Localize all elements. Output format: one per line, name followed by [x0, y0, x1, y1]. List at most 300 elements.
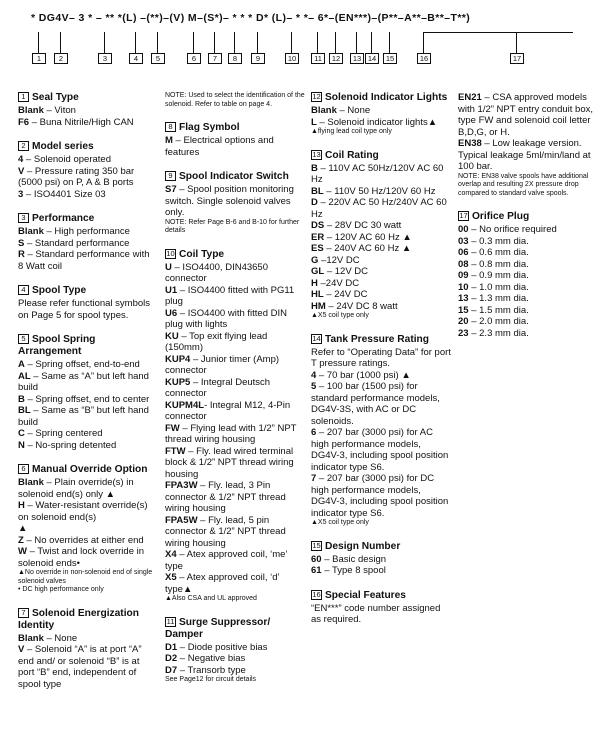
section-15	[311, 541, 451, 577]
option-code: G	[311, 254, 319, 266]
section-note-17	[458, 92, 597, 198]
option-code: L	[311, 116, 317, 128]
option-description: – Integral Deutsch connector	[165, 376, 271, 399]
option-description: – 100 bar (1500 psi) for standard performance models, DG4V-3S, with AC or DC solenoids.	[311, 381, 440, 427]
option-line	[311, 347, 451, 370]
option-code: FTW	[165, 445, 186, 457]
leader-line	[317, 32, 318, 53]
leader-line	[104, 32, 105, 53]
option-line	[165, 515, 305, 550]
code-position-box: 9	[251, 53, 265, 64]
option-description: ▲	[18, 523, 28, 534]
section-number-badge: 16	[312, 589, 321, 599]
option-code: N	[18, 439, 25, 451]
section-heading	[18, 285, 156, 297]
option-description: – Buna Nitrile/High CAN	[29, 116, 134, 128]
section-heading	[165, 617, 305, 641]
option-code: 23	[458, 327, 469, 339]
leader-line	[135, 32, 136, 53]
option-description: – 1.3 mm dia.	[468, 293, 529, 304]
option-code: 7	[311, 473, 317, 484]
option-description: – Spring offset, end-to-end	[24, 359, 140, 370]
option-line	[18, 371, 156, 394]
option-code: S7	[165, 184, 177, 195]
option-code: S	[18, 237, 25, 249]
option-line	[311, 117, 451, 129]
option-line	[311, 186, 451, 198]
option-code: KUPM4L	[165, 399, 205, 411]
code-position-box: 1	[32, 53, 46, 64]
option-line	[165, 446, 305, 481]
option-description: – ISO4400 fitted with PG11 plug	[165, 284, 295, 307]
option-code: GL	[311, 266, 325, 277]
section-title: Special Features	[325, 589, 406, 601]
option-code: HL	[311, 289, 324, 300]
option-line	[311, 266, 451, 278]
option-code: 03	[458, 235, 469, 247]
option-description: – No orifice required	[468, 224, 557, 235]
option-description: – Viton	[43, 105, 76, 116]
option-line	[311, 381, 451, 427]
section-number-badge: 11	[166, 616, 175, 626]
option-line	[458, 328, 597, 340]
option-code: X4	[165, 549, 177, 560]
option-line	[18, 105, 156, 117]
option-code: 08	[458, 258, 469, 270]
section-title: Seal Type	[32, 92, 79, 103]
option-line	[458, 270, 597, 282]
option-line	[311, 370, 451, 382]
option-description: – Same as “B” but left hand build	[18, 405, 149, 428]
section-title: Flag Symbol	[179, 122, 240, 133]
option-description: – Electrical options and features	[165, 135, 274, 158]
section-note: ▲X5 coil type only	[311, 312, 369, 319]
section-title: Solenoid Indicator Lights	[325, 92, 448, 103]
leader-line	[38, 32, 39, 53]
option-description: – Standard performance with 8 Watt coil	[18, 249, 150, 272]
option-code: D	[311, 197, 318, 208]
option-description: – 2.3 mm dia.	[468, 327, 529, 339]
option-description: – 240V AC 60 Hz ▲	[323, 243, 412, 254]
option-description: – 2.0 mm dia.	[468, 316, 529, 327]
option-description: – Fly. lead, 5 pin connector & 1/2” NPT thread wiring housing	[165, 514, 286, 549]
section-note: ▲Also CSA and UL approved	[165, 595, 257, 602]
option-description: – Spool position monitoring switch. Single solenoid valves only.	[165, 184, 294, 218]
section-number-badge: 2	[18, 141, 29, 151]
option-code: FW	[165, 422, 180, 434]
option-code: EN21	[458, 92, 482, 103]
column-2	[165, 92, 305, 698]
section-note: ▲flying lead coil type only	[311, 128, 392, 135]
section-number-badge: 12	[312, 92, 321, 101]
option-line	[18, 546, 156, 569]
option-line	[165, 285, 305, 308]
section-heading	[311, 334, 451, 346]
option-line	[458, 224, 597, 236]
leader-line	[193, 32, 194, 53]
option-description: – 24V DC 8 watt	[325, 300, 398, 312]
option-code: V	[18, 644, 25, 655]
section-number-badge: 5	[18, 334, 29, 344]
section-number-badge: 9	[165, 171, 176, 181]
option-code: Blank	[18, 105, 44, 116]
leader-line	[356, 32, 357, 53]
section-heading	[311, 590, 451, 602]
section-number-badge: 7	[18, 608, 29, 618]
option-code: Blank	[311, 105, 337, 116]
option-code: 06	[458, 247, 469, 258]
option-code: ES	[311, 243, 324, 254]
section-title: Model series	[32, 141, 94, 152]
leader-line	[423, 32, 424, 53]
column-1	[18, 92, 156, 703]
option-line	[311, 554, 451, 566]
section-5	[18, 334, 156, 451]
option-description: – 207 bar (3000 psi) for DC high performance models, DG4V-3, including spool position indicator type S6.	[311, 473, 449, 519]
option-line	[18, 523, 156, 535]
section-title: Surge Suppressor/ Damper	[165, 616, 271, 640]
option-description: –12V DC	[318, 254, 360, 266]
option-code: B	[311, 162, 318, 174]
leader-line	[157, 32, 158, 53]
section-title: Coil Type	[179, 248, 225, 260]
section-7	[18, 608, 156, 691]
option-code: B	[18, 393, 25, 405]
section-heading	[311, 150, 451, 162]
option-description: – Diode positive bias	[177, 641, 268, 653]
option-line	[311, 289, 451, 301]
option-line	[311, 255, 451, 267]
option-description: – 1.5 mm dia.	[468, 304, 529, 316]
section-heading	[18, 464, 156, 476]
option-code: Blank	[18, 632, 44, 644]
option-line	[165, 665, 305, 677]
section-note-7	[165, 92, 305, 109]
option-code: M	[165, 135, 173, 146]
option-description: – Top exit flying lead (150mm)	[165, 330, 268, 353]
option-line	[311, 163, 451, 186]
section-6	[18, 464, 156, 595]
leader-line	[291, 32, 292, 53]
option-line	[18, 428, 156, 440]
option-description: – Water-resistant override(s) on solenoid end(s)	[18, 500, 148, 523]
section-9	[165, 171, 305, 236]
option-description: – 207 bar (3000 psi) for AC high performance models, DG4V-3, including spool position indicator type S6.	[311, 427, 449, 473]
section-title: Solenoid Energization Identity	[18, 607, 139, 631]
option-code: BL	[18, 405, 31, 416]
option-description: Refer to “Operating Data” for port T pressure ratings.	[311, 346, 451, 369]
bracket-line	[423, 32, 573, 33]
option-description: – None	[336, 105, 371, 116]
leader-line	[234, 32, 235, 53]
option-description: – Negative bias	[177, 653, 246, 664]
section-note: NOTE: Refer Page B-6 and B-10 for further details	[165, 218, 300, 234]
option-line	[458, 236, 597, 248]
option-description: – Spring centered	[24, 428, 103, 439]
option-line	[165, 549, 305, 572]
option-description: – 120V AC 60 Hz ▲	[324, 231, 412, 243]
section-title: Spool Indicator Switch	[179, 171, 289, 182]
option-description: – No-spring detented	[24, 439, 117, 451]
option-line	[165, 354, 305, 377]
option-code: H	[311, 277, 318, 289]
option-description: – Low leakage version. Typical leakage 5ml/min/land at 100 bar.	[458, 138, 591, 172]
column-3	[311, 92, 451, 639]
section-heading	[18, 334, 156, 358]
option-line	[18, 189, 156, 201]
option-line	[311, 220, 451, 232]
section-heading	[165, 171, 305, 183]
section-note: NOTE: EN38 valve spools have additional overlap and resulting 2X pressure drop compared to standard valve spools.	[458, 172, 589, 197]
section-title: Design Number	[325, 540, 401, 552]
option-line	[18, 238, 156, 250]
option-description: – Atex approved coil, ‘d’ type▲	[165, 572, 280, 595]
option-description: – 1.0 mm dia.	[468, 281, 529, 293]
section-4	[18, 285, 156, 321]
option-code: X5	[165, 572, 177, 583]
section-number-badge: 8	[165, 122, 176, 132]
option-description: – Flying lead with 1/2” NPT thread wiring housing	[165, 422, 297, 445]
option-line	[165, 480, 305, 515]
code-position-box: 14	[365, 53, 379, 64]
section-heading	[165, 122, 305, 134]
section-13	[311, 150, 451, 321]
option-line	[458, 316, 597, 328]
option-description: – 70 bar (1000 psi) ▲	[316, 369, 411, 381]
option-line	[18, 166, 156, 189]
option-line	[311, 197, 451, 220]
code-position-box: 5	[151, 53, 165, 64]
section-number-badge: 14	[312, 333, 321, 343]
option-line	[165, 400, 305, 423]
section-title: Manual Override Option	[32, 464, 148, 475]
option-description: – Plain override(s) in solenoid end(s) only ▲	[18, 477, 134, 500]
model-code-string: * DG4V– 3 * – ** *(L) –(**)–(V) M–(S*)– * * * D* (L)– * *– 6*–(EN***)–(P**–A**–B**–T**)	[31, 12, 471, 24]
code-position-box: 6	[187, 53, 201, 64]
option-description: – 220V AC 50 Hz/240V AC 60 Hz	[311, 197, 447, 220]
option-description: – Same as “A” but left hand build	[18, 370, 149, 393]
section-number-badge: 3	[18, 213, 29, 223]
section-heading	[18, 92, 156, 104]
code-position-box: 11	[311, 53, 325, 64]
code-position-box: 16	[417, 53, 431, 64]
option-description: “EN***” code number assigned as required.	[311, 602, 441, 625]
option-code: W	[18, 546, 27, 557]
option-line	[165, 184, 305, 219]
option-code: 10	[458, 281, 469, 293]
option-line	[18, 500, 156, 523]
code-position-box: 17	[510, 53, 524, 64]
option-code: 4	[18, 154, 24, 165]
section-heading	[165, 249, 305, 261]
option-line	[311, 427, 451, 473]
option-line	[165, 423, 305, 446]
option-code: Z	[18, 534, 24, 546]
option-line	[165, 308, 305, 331]
option-line	[311, 473, 451, 519]
model-code-diagram	[0, 0, 597, 72]
option-line	[311, 243, 451, 255]
option-code: D2	[165, 653, 178, 664]
option-description: – 110V 50 Hz/120V 60 Hz	[323, 185, 436, 197]
option-description: – 0.6 mm dia.	[468, 247, 529, 258]
option-code: 09	[458, 270, 469, 281]
option-line	[18, 154, 156, 166]
option-description: – Solenoid indicator lights▲	[316, 116, 438, 128]
section-8	[165, 122, 305, 158]
option-line	[165, 135, 305, 158]
option-line	[18, 405, 156, 428]
option-line	[165, 331, 305, 354]
option-description: – Spring offset, end to center	[24, 393, 150, 405]
leader-line	[371, 32, 372, 53]
option-line	[165, 377, 305, 400]
code-position-box: 2	[54, 53, 68, 64]
option-description: – 0.3 mm dia.	[468, 235, 529, 247]
option-code: 6	[311, 427, 317, 438]
code-position-box: 3	[98, 53, 112, 64]
section-note: • DC high performance only	[18, 586, 104, 593]
section-title: Coil Rating	[325, 149, 379, 161]
option-line	[18, 633, 156, 645]
section-number-badge: 17	[459, 211, 468, 220]
option-code: 5	[311, 381, 317, 392]
section-title: Orifice Plug	[472, 211, 530, 222]
option-code: A	[18, 359, 25, 370]
leader-line	[335, 32, 336, 53]
option-line	[311, 565, 451, 577]
option-code: U1	[165, 284, 178, 296]
option-description: – Transorb type	[177, 664, 246, 676]
section-number-badge: 15	[312, 540, 321, 550]
option-line	[18, 249, 156, 272]
option-code: 60	[311, 553, 322, 565]
section-heading	[311, 541, 451, 553]
option-code: C	[18, 428, 25, 439]
section-note: See Page12 for circuit details	[165, 676, 257, 683]
code-position-box: 13	[350, 53, 364, 64]
option-line	[311, 603, 451, 626]
option-line	[18, 117, 156, 129]
option-code: V	[18, 165, 25, 177]
leader-line	[214, 32, 215, 53]
option-line	[458, 92, 597, 138]
option-description: – 28V DC 30 watt	[324, 220, 402, 231]
section-10	[165, 249, 305, 604]
section-heading	[18, 213, 156, 225]
code-position-box: 15	[383, 53, 397, 64]
section-title: Performance	[32, 213, 95, 224]
option-code: KUP4	[165, 353, 191, 365]
option-description: – No overrides at either end	[23, 534, 144, 546]
option-code: FPA3W	[165, 480, 198, 491]
option-description: – Solenoid operated	[23, 154, 111, 165]
section-heading	[18, 608, 156, 632]
option-code: 61	[311, 565, 322, 576]
option-description: – Type 8 spool	[321, 565, 386, 576]
option-line	[165, 572, 305, 595]
leader-line	[389, 32, 390, 53]
option-description: – ISO4400 with fitted DIN plug with lights	[165, 307, 287, 330]
option-line	[18, 535, 156, 547]
option-description: – Basic design	[321, 553, 387, 565]
option-code: R	[18, 249, 25, 260]
section-number-badge: 6	[18, 464, 29, 474]
section-2	[18, 141, 156, 200]
option-description: – CSA approved models with 1/2” NPT entry conduit box, type FW and solenoid coil letter B,D,G, or H.	[458, 92, 593, 138]
option-description: – ISO4401 Size 03	[23, 188, 106, 200]
option-code: 13	[458, 293, 469, 304]
option-code: D7	[165, 664, 178, 676]
option-line	[311, 232, 451, 244]
option-description: – High performance	[43, 226, 130, 237]
option-code: D1	[165, 641, 178, 653]
section-note: ▲X5 coil type only	[311, 519, 369, 526]
option-line	[458, 305, 597, 317]
section-heading	[311, 92, 451, 104]
code-position-box: 8	[228, 53, 242, 64]
option-code: AL	[18, 370, 31, 382]
option-description: – Atex approved coil, ‘me’ type	[165, 549, 288, 572]
section-17	[458, 211, 597, 339]
option-code: EN38	[458, 138, 482, 149]
leader-line	[60, 32, 61, 53]
option-description: – 0.8 mm dia.	[468, 258, 529, 270]
section-number-badge: 13	[312, 149, 321, 159]
section-1	[18, 92, 156, 128]
option-code: U6	[165, 307, 178, 319]
option-code: FPA5W	[165, 514, 198, 526]
option-code: Blank	[18, 477, 44, 488]
section-14	[311, 334, 451, 528]
option-line	[458, 138, 597, 173]
section-number-badge: 4	[18, 285, 29, 295]
option-code: H	[18, 500, 25, 511]
option-line	[18, 440, 156, 452]
option-description: – 0.9 mm dia.	[468, 270, 529, 281]
section-title: Spool Type	[32, 285, 87, 296]
option-description: – Junior timer (Amp) connector	[165, 353, 280, 376]
option-description: - Integral M12, 4-Pin connector	[165, 399, 291, 422]
option-code: F6	[18, 116, 30, 128]
option-line	[311, 278, 451, 290]
section-3	[18, 213, 156, 272]
option-description: – ISO4400, DIN43650 connector	[165, 261, 268, 284]
option-code: 3	[18, 188, 24, 200]
option-code: U	[165, 261, 172, 273]
leader-line	[257, 32, 258, 53]
section-12	[311, 92, 451, 137]
option-description: – Fly. lead wired terminal block & 1/2” NPT thread wiring housing	[165, 445, 294, 480]
section-16	[311, 590, 451, 626]
section-heading	[458, 211, 597, 223]
option-description: – Solenoid “A” is at port “A” end and/ or solenoid “B” is at port “B” end, independent of spool type	[18, 644, 142, 690]
option-line	[165, 642, 305, 654]
section-note: ▲No override in non-solenoid end of single solenoid valves	[18, 569, 153, 585]
option-line	[18, 359, 156, 371]
option-description: – None	[43, 632, 78, 644]
section-title: Spool Spring Arrangement	[18, 334, 96, 357]
code-position-box: 12	[329, 53, 343, 64]
section-number-badge: 10	[166, 248, 175, 258]
option-description: – 110V AC 50Hz/120V AC 60 Hz	[311, 162, 444, 185]
option-line	[18, 644, 156, 690]
option-line	[311, 105, 451, 117]
code-position-box: 10	[285, 53, 299, 64]
option-description: – Fly. lead, 3 Pin connector & 1/2” NPT thread wiring housing	[165, 480, 286, 514]
option-code: 20	[458, 316, 469, 327]
option-code: HM	[311, 300, 326, 312]
